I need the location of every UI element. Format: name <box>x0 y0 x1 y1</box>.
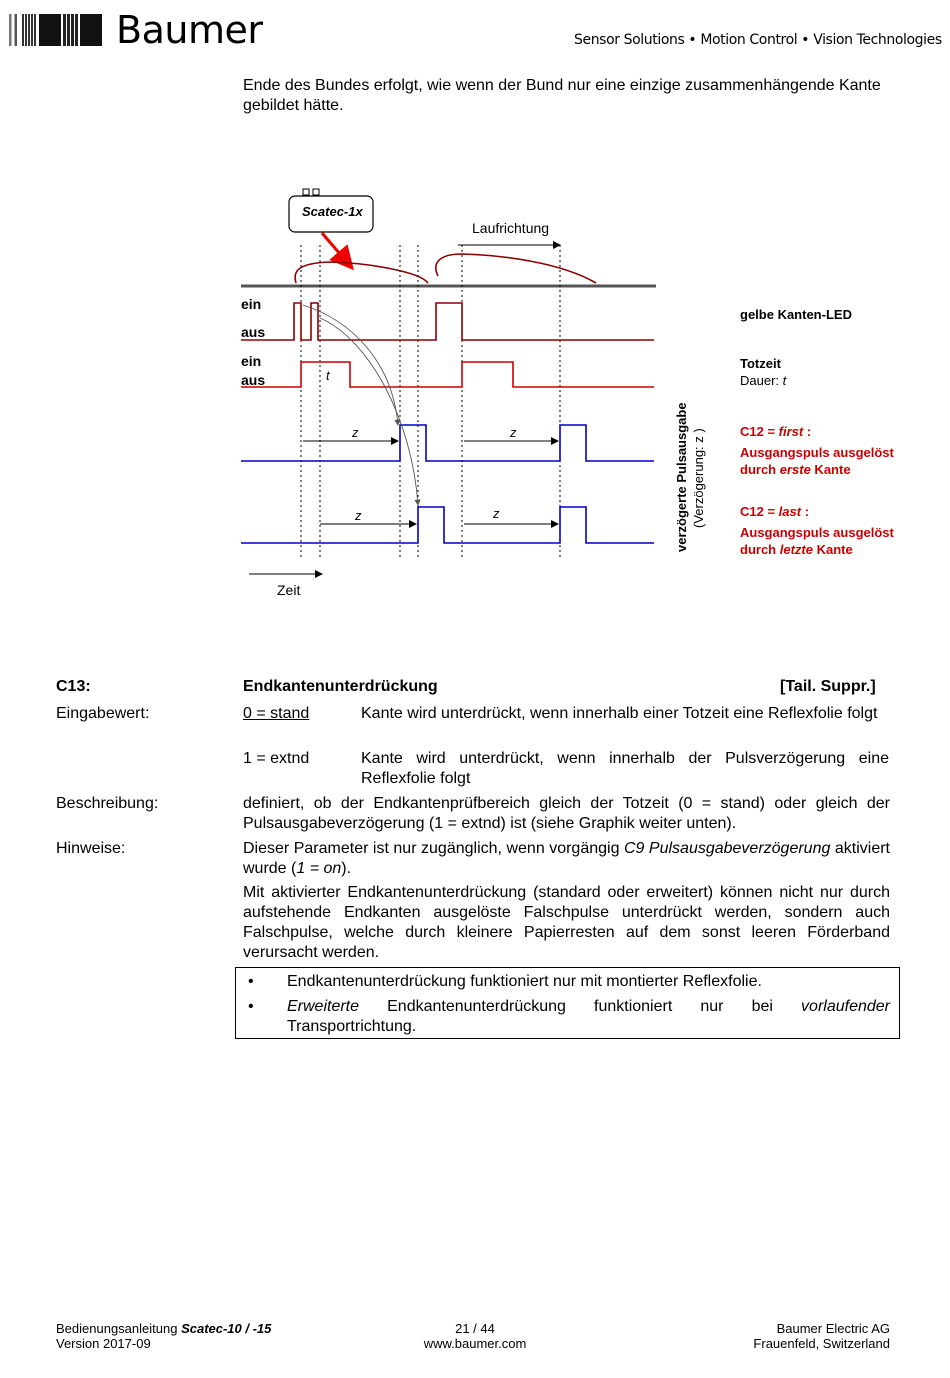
svg-text:z: z <box>355 508 362 523</box>
svg-text:z: z <box>510 425 517 440</box>
direction-label: Laufrichtung <box>472 220 550 236</box>
note-1: Dieser Parameter ist nur zugänglich, wenn vorgängig C9 Pulsausgabeverzögerung aktiviert wurde (1 = on). <box>243 840 890 877</box>
output-first-signal <box>241 425 654 461</box>
c13-title: Endkantenunterdrückung <box>243 678 438 695</box>
deadtime-signal <box>241 362 654 387</box>
output-last-signal <box>241 507 654 543</box>
delay-arrow-last <box>320 318 418 505</box>
footer-url: www.baumer.com <box>423 1336 527 1351</box>
svg-text:C12 = last :: C12 = last : <box>740 504 810 519</box>
brand-name: Baumer <box>116 8 263 52</box>
sensor-label: Scatec-1x <box>302 204 363 219</box>
baumer-logo-blocks <box>6 14 102 46</box>
intro-paragraph: Ende des Bundes erfolgt, wie wenn der Bund nur eine einzige zusammenhängende Kante gebildet hätte. <box>243 77 881 114</box>
desc-label: Beschreibung: <box>56 795 159 812</box>
led-label: gelbe Kanten-LED <box>740 307 852 322</box>
c12-last-legend <box>740 504 895 557</box>
svg-text:aus: aus <box>241 324 266 340</box>
svg-text:Ausgangspuls ausgelöst: Ausgangspuls ausgelöst <box>740 525 894 540</box>
svg-text:ein: ein <box>241 353 262 369</box>
bullet-box: • Endkantenunterdrückung funktioniert nur mit montierter Reflexfolie. • Erweiterte Endkantenunterdrückung funktioniert nur bei vorlaufender Transportrichtung. <box>235 967 900 1039</box>
option0-text: Kante wird unterdrückt, wenn innerhalb einer Totzeit eine Reflexfolie folgt <box>361 705 878 722</box>
svg-text:ein: ein <box>241 296 262 312</box>
deadtime-title: Totzeit <box>740 356 781 371</box>
page-number: 21 / 44 <box>455 1321 495 1336</box>
vertical-label-normal: (Verzögerung: z ) <box>691 428 706 528</box>
footer-right: Baumer Electric AG Frauenfeld, Switzerland <box>753 1321 890 1351</box>
timing-diagram <box>0 180 950 610</box>
svg-text:z: z <box>352 425 359 440</box>
svg-text:aus: aus <box>241 372 266 388</box>
svg-text:t: t <box>326 368 330 383</box>
option1-key: 1 = extnd <box>243 750 310 767</box>
option1-text: Kante wird unterdrückt, wenn innerhalb der Pulsverzögerung eine Reflexfolie folgt <box>361 750 889 787</box>
svg-text:C12 = first :: C12 = first : <box>740 424 812 439</box>
svg-text:durch erste Kante: durch erste Kante <box>740 462 851 477</box>
svg-text:durch letzte Kante: durch letzte Kante <box>740 542 853 557</box>
c12-first-legend <box>740 424 895 477</box>
c13-short: [Tail. Suppr.] <box>780 678 876 695</box>
note-2: Mit aktivierter Endkantenunterdrückung (standard oder erweitert) können nicht nur durch aufstehende Endkanten ausgelöste Falschpulse unterdrückt werden, sondern auch Falschpulse, welche durch kleinere Papierresten auf dem sonst leeren Förderband verursacht werden. <box>243 884 890 961</box>
vertical-label-bold: verzögerte Pulsausgabe <box>674 402 689 552</box>
svg-text:Ausgangspuls ausgelöst: Ausgangspuls ausgelöst <box>740 445 894 460</box>
paper-curl-2 <box>436 254 596 283</box>
input-label: Eingabewert: <box>56 705 150 722</box>
desc-text: definiert, ob der Endkantenprüfbereich gleich der Totzeit (0 = stand) oder gleich der Pulsausgabeverzögerung (1 = extnd) ist (siehe Graphik weiter unten). <box>243 795 890 832</box>
header-tagline: Sensor Solutions • Motion Control • Vision Technologies <box>574 32 942 48</box>
notes-label: Hinweise: <box>56 840 126 857</box>
led-signal <box>241 303 654 340</box>
svg-text:Dauer: t: Dauer: t <box>740 373 787 388</box>
time-label: Zeit <box>277 582 301 598</box>
footer-center <box>375 1321 575 1351</box>
footer-left: Bedienungsanleitung Scatec-10 / -15 Version 2017-09 <box>56 1321 272 1351</box>
option0-key: 0 = stand <box>243 705 310 722</box>
sensor-box <box>289 189 373 232</box>
c13-code: C13: <box>56 678 91 695</box>
svg-text:z: z <box>493 506 500 521</box>
paper-curl-1 <box>295 262 428 283</box>
